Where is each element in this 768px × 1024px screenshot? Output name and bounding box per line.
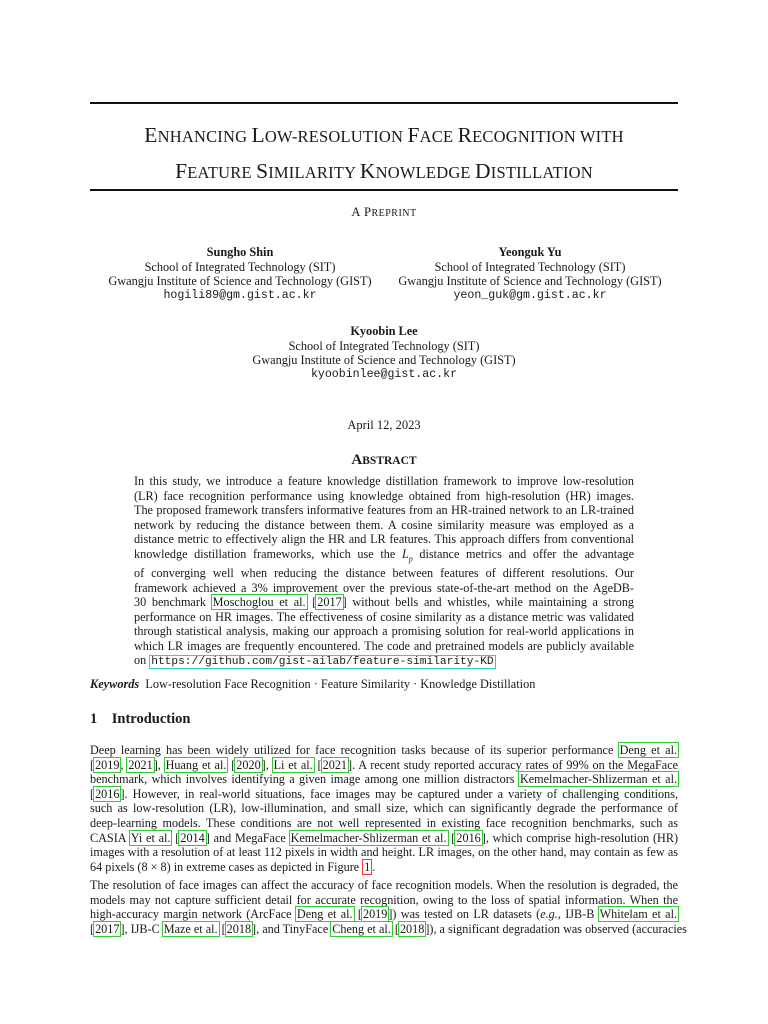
section-title: Introduction [111,711,191,727]
citation-link[interactable]: 2020 [236,757,261,772]
lp-metric-symbol: $L_p$ [401,546,413,563]
body-line: deep-learning models. These conditions are not well represented in existing face recognition benchmarks, such as [90,815,678,830]
citation-link[interactable]: Li et al. [273,757,313,772]
keywords [90,677,535,692]
author-email[interactable]: kyoobinlee@gist.ac.kr [310,367,458,381]
preprint-label: A PREPRINT [351,205,417,219]
author-affiliation: School of Integrated Technology (SIT) [288,338,480,353]
body-line: benchmark, which involves identifying a given image among one million distractors Kemelmacher-Shlizerman et al. [90,772,678,787]
body-line: Deep learning has been widely utilized for face recognition tasks because of its superior performance Deng et al. [90,743,678,757]
abstract-line: distance metric to effectively align the HR and LR features. This approach differs from conventional [134,532,634,546]
citation-link[interactable]: Deng et al. [296,907,353,922]
section-number: 1 [90,711,98,727]
author-name: Sungho Shin [206,245,274,259]
abstract-line: framework achieved a 3% improvement over the previous state-of-the-art method on the AgeDB- [134,580,634,595]
abstract-line: through statistical analysis, making our approach a promising solution for real-world applications in [134,624,634,639]
top-rule [90,102,678,104]
body-line: [2019, 2021], Huang et al. [2020], Li et al. [2021]. A recent study reported accuracy rates of 99% on the MegaFace [90,757,679,772]
author-block-1 [90,245,390,303]
body-line: [2016]. However, in real-world situations, face images may be captured under a variety of challenging conditions, [90,786,678,801]
citation-link[interactable]: 2019 [95,757,120,772]
citation-link[interactable]: Huang et al. [165,757,227,772]
abstract-line: The proposed framework transfers informative features from an HR-trained network to an LR-trained [134,503,634,517]
author-affiliation: Gwangju Institute of Science and Technology (GIST) [398,274,662,288]
citation-link[interactable]: Whitelam et al. [599,907,677,922]
citation-link[interactable]: Cheng et al. [332,921,391,936]
author-name: Kyoobin Lee [350,324,418,338]
citation-link[interactable]: Maze et al. [163,921,218,936]
citation-link[interactable]: 2021 [128,757,153,772]
body-line: The resolution of face images can affect the accuracy of face recognition models. When the resolution is degraded, the [90,878,678,892]
citation-link[interactable]: 2017 [95,921,120,936]
intro-paragraph-1 [90,743,678,874]
author-affiliation: Gwangju Institute of Science and Technology (GIST) [252,353,516,367]
abstract-line: 30 benchmark Moschoglou et al. [2017] without bells and whistles, while maintaining a strong [134,595,635,610]
author-block-2 [380,245,680,303]
figure-reference-link[interactable]: 1 [364,859,371,874]
title-bottom-rule [90,189,678,191]
abstract-line: In this study, we introduce a feature knowledge distillation framework to improve low-resolution [134,474,634,488]
keywords-list: Low-resolution Face Recognition · Feature Similarity · Knowledge Distillation [145,677,536,691]
citation-link[interactable]: 2018 [399,921,425,936]
author-affiliation: Gwangju Institute of Science and Technology (GIST) [108,274,372,288]
author-block-3 [234,324,534,382]
paper-date: April 12, 2023 [347,418,421,432]
intro-paragraph-2 [90,878,687,936]
abstract-line: (LR) face recognition performance using knowledge obtained from high-resolution (HR) images. [134,488,634,503]
citation-link[interactable]: 2018 [226,921,252,936]
section-heading [90,711,190,728]
citation-link[interactable]: 2017 [317,595,342,610]
paper-title [90,118,678,190]
citation-link[interactable]: Yi et al. [130,830,171,845]
body-line: such as low-resolution (LR), low-illumination, and small size, which can significantly degrade the performance of [90,801,678,816]
body-line: 64 pixels (8 × 8) in extreme cases as depicted in Figure 1 . [90,859,376,874]
abstract-text [134,474,634,670]
abstract-line: on https://github.com/gist-ailab/feature-similarity-KD [134,653,494,669]
citation-link[interactable]: Kemelmacher-Shlizerman et al. [519,772,678,787]
citation-link[interactable]: 2014 [180,830,205,845]
github-link[interactable]: https://github.com/gist-ailab/feature-similarity-KD [151,656,494,669]
citation-link[interactable]: 2021 [322,757,347,772]
abstract-line: knowledge distillation frameworks, which use the $L_p$ distance metrics and offer the advantage [134,546,635,563]
abstract-line: of converging well when reducing the distance between features of different resolutions. Our [134,566,634,581]
author-email[interactable]: hogili89@gm.gist.ac.kr [163,288,317,302]
author-affiliation: School of Integrated Technology (SIT) [144,259,336,274]
title-line-1: ENHANCING LOW-RESOLUTION FACE RECOGNITION WITH [144,123,624,147]
body-line: CASIA Yi et al. [2014] and MegaFace Kemelmacher-Shlizerman et al. [2016], which comprise high-resolution (HR) [90,830,679,845]
abstract-line: performance on HR images. The effectiveness of cosine similarity as a distance metric was validated [134,609,634,624]
citation-link[interactable]: 2016 [95,786,120,801]
abstract-line: network by reducing the distance between them. A cosine similarity measure was employed as a [134,517,634,532]
author-email[interactable]: yeon_guk@gm.gist.ac.kr [453,288,607,302]
citation-link[interactable]: Deng et al. [619,743,678,757]
body-line: high-accuracy margin network (ArcFace Deng et al. [2019]) was tested on LR datasets (e.g., IJB-B Whitelam et al. [90,907,677,922]
author-name: Yeonguk Yu [498,245,562,259]
body-line: models may not capture sufficient detail for accurate recognition, owing to the loss of spatial information. When the [90,892,678,907]
keywords-label: Keywords [90,677,140,691]
title-line-2: FEATURE SIMILARITY KNOWLEDGE DISTILLATION [175,159,593,183]
citation-link[interactable]: 2016 [456,830,481,845]
body-line: [2017], IJB-C Maze et al. [2018], and TinyFace Cheng et al. [2018]), a significant degradation was observed (accuracies [90,921,687,936]
citation-link[interactable]: Kemelmacher-Shlizerman et al. [290,830,447,845]
citation-link[interactable]: Moschoglou et al. [212,595,306,610]
abstract-line: which LR images are frequently encountered. The code and pretrained models are publicly available [134,638,634,653]
citation-link[interactable]: 2019 [362,907,388,922]
body-line: images with a resolution of at least 112 pixels in width and height. LR images, on the other hand, may contain as few as [90,845,678,860]
abstract-heading: ABSTRACT [351,452,417,468]
author-affiliation: School of Integrated Technology (SIT) [434,259,626,274]
